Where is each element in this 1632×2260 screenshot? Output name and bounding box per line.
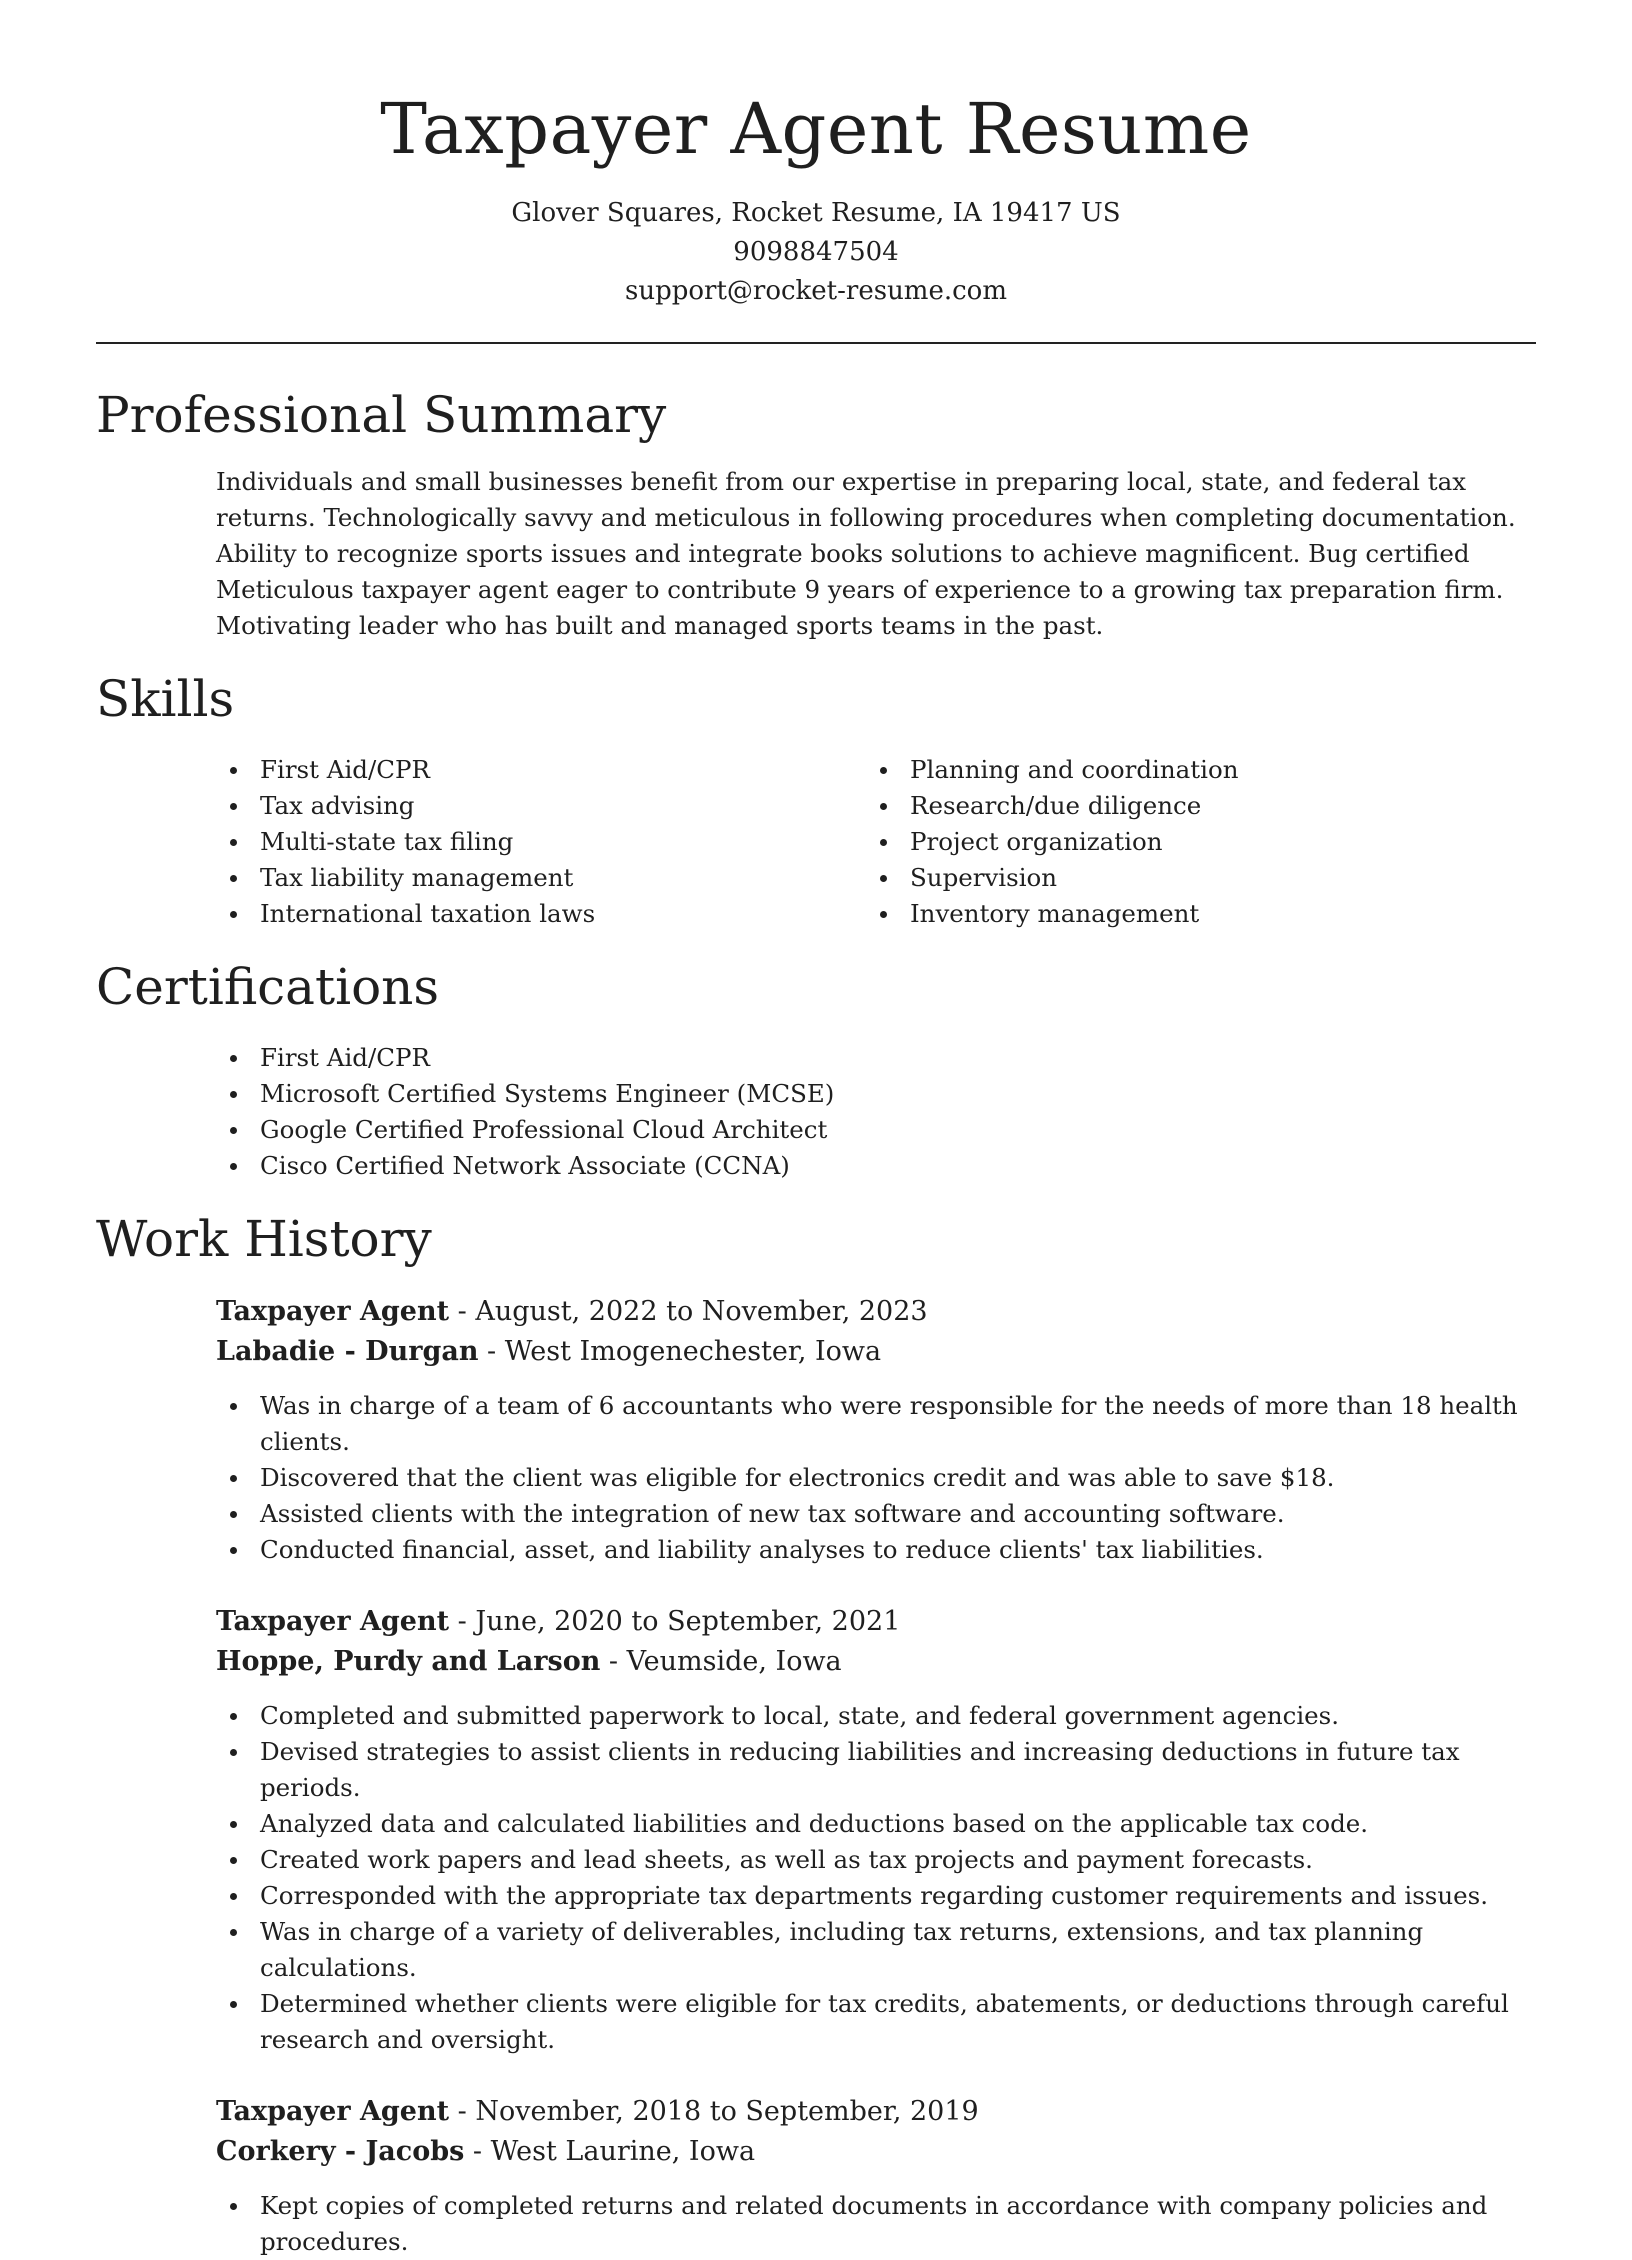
job-bullet: Analyzed data and calculated liabilities and deductions based on the applicable tax code. — [216, 1806, 1536, 1842]
job-bullet: Kept copies of completed returns and related documents in accordance with company policies and procedures. — [216, 2188, 1536, 2260]
skills-section — [96, 664, 1536, 932]
certification-item: Microsoft Certified Systems Engineer (MCSE) — [216, 1076, 1536, 1112]
job-bullet: Corresponded with the appropriate tax departments regarding customer requirements and issues. — [216, 1878, 1536, 1914]
certification-item: First Aid/CPR — [216, 1040, 1536, 1076]
job-bullet: Was in charge of a variety of deliverables, including tax returns, extensions, and tax planning calculations. — [216, 1914, 1536, 1986]
work-history-section — [96, 1204, 1536, 2260]
job-location: - Veumside, Iowa — [600, 1646, 842, 1677]
skill-item: Tax liability management — [216, 860, 866, 896]
skill-item: Research/due diligence — [866, 788, 1516, 824]
resume-title: Taxpayer Agent Resume — [380, 88, 1252, 170]
job-entry — [216, 1292, 1536, 1568]
job-bullet: Completed and submitted paperwork to local, state, and federal government agencies. — [216, 1698, 1536, 1734]
summary-heading: Professional Summary — [96, 386, 667, 444]
job-role: Taxpayer Agent — [216, 1296, 450, 1327]
certifications-list — [216, 1040, 1536, 1184]
job-role: Taxpayer Agent — [216, 1606, 450, 1637]
job-company: Labadie - Durgan — [216, 1336, 479, 1367]
job-dates: - August, 2022 to November, 2023 — [449, 1296, 928, 1327]
job-bullet: Determined whether clients were eligible for tax credits, abatements, or deductions through careful research and oversight. — [216, 1986, 1536, 2058]
job-title-line — [216, 1292, 1536, 1332]
summary-section — [96, 380, 1536, 644]
job-bullet: Assisted clients with the integration of new tax software and accounting software. — [216, 1496, 1536, 1532]
skill-item: Supervision — [866, 860, 1516, 896]
contact-email: support@rocket-resume.com — [624, 276, 1007, 306]
job-location: - West Imogenechester, Iowa — [478, 1336, 882, 1367]
certification-item: Google Certified Professional Cloud Architect — [216, 1112, 1536, 1148]
job-location: - West Laurine, Iowa — [464, 2136, 756, 2167]
job-company-line — [216, 1642, 1536, 1682]
skill-item: First Aid/CPR — [216, 752, 866, 788]
skills-list-left — [216, 752, 866, 932]
skills-list-right — [866, 752, 1516, 932]
contact-block — [0, 194, 1632, 311]
job-title-line — [216, 1602, 1536, 1642]
header-divider — [96, 342, 1536, 344]
skills-heading: Skills — [96, 670, 235, 728]
skill-item: Inventory management — [866, 896, 1516, 932]
summary-text: Individuals and small businesses benefit from our expertise in preparing local, state, and federal tax returns. Technologically savvy and meticulous in following procedures when completing documentation. Ability to recognize sports issues and integrate books solutions to achieve magnificent. Bug certified Meticulous taxpayer agent eager to contribute 9 years of experience to a growing tax preparation firm. Motivating leader who has built and managed sports teams in the past. — [216, 467, 1516, 640]
job-title-line — [216, 2092, 1536, 2132]
job-role: Taxpayer Agent — [216, 2096, 450, 2127]
skill-item: Project organization — [866, 824, 1516, 860]
skill-item: Multi-state tax filing — [216, 824, 866, 860]
skills-columns — [216, 752, 1536, 932]
job-bullet: Was in charge of a team of 6 accountants who were responsible for the needs of more than 18 health clients. — [216, 1388, 1536, 1460]
job-bullet: Devised strategies to assist clients in reducing liabilities and increasing deductions in future tax periods. — [216, 1734, 1536, 1806]
skill-item: Planning and coordination — [866, 752, 1516, 788]
job-company: Hoppe, Purdy and Larson — [216, 1646, 601, 1677]
job-bullets — [216, 1698, 1536, 2058]
job-dates: - June, 2020 to September, 2021 — [449, 1606, 901, 1637]
certifications-section — [96, 952, 1536, 1184]
certification-item: Cisco Certified Network Associate (CCNA) — [216, 1148, 1536, 1184]
job-bullets — [216, 2188, 1536, 2260]
job-bullet: Created work papers and lead sheets, as well as tax projects and payment forecasts. — [216, 1842, 1536, 1878]
job-dates: - November, 2018 to September, 2019 — [449, 2096, 979, 2127]
skill-item: Tax advising — [216, 788, 866, 824]
work-history-heading: Work History — [96, 1210, 432, 1268]
job-bullet: Discovered that the client was eligible for electronics credit and was able to save $18. — [216, 1460, 1536, 1496]
job-bullets — [96, 1388, 1536, 1568]
job-entry — [216, 2092, 1536, 2260]
job-company-line — [216, 1332, 1536, 1372]
job-company: Corkery - Jacobs — [216, 2136, 465, 2167]
resume-header — [0, 0, 1632, 311]
contact-address: Glover Squares, Rocket Resume, IA 19417 US — [511, 198, 1121, 228]
job-entry — [216, 1602, 1536, 2058]
job-company-line — [216, 2132, 1536, 2172]
resume-content — [96, 380, 1536, 2260]
skill-item: International taxation laws — [216, 896, 866, 932]
contact-phone: 9098847504 — [733, 237, 899, 267]
certifications-heading: Certifications — [96, 958, 440, 1016]
job-bullet: Conducted financial, asset, and liability analyses to reduce clients' tax liabilities. — [216, 1532, 1536, 1568]
